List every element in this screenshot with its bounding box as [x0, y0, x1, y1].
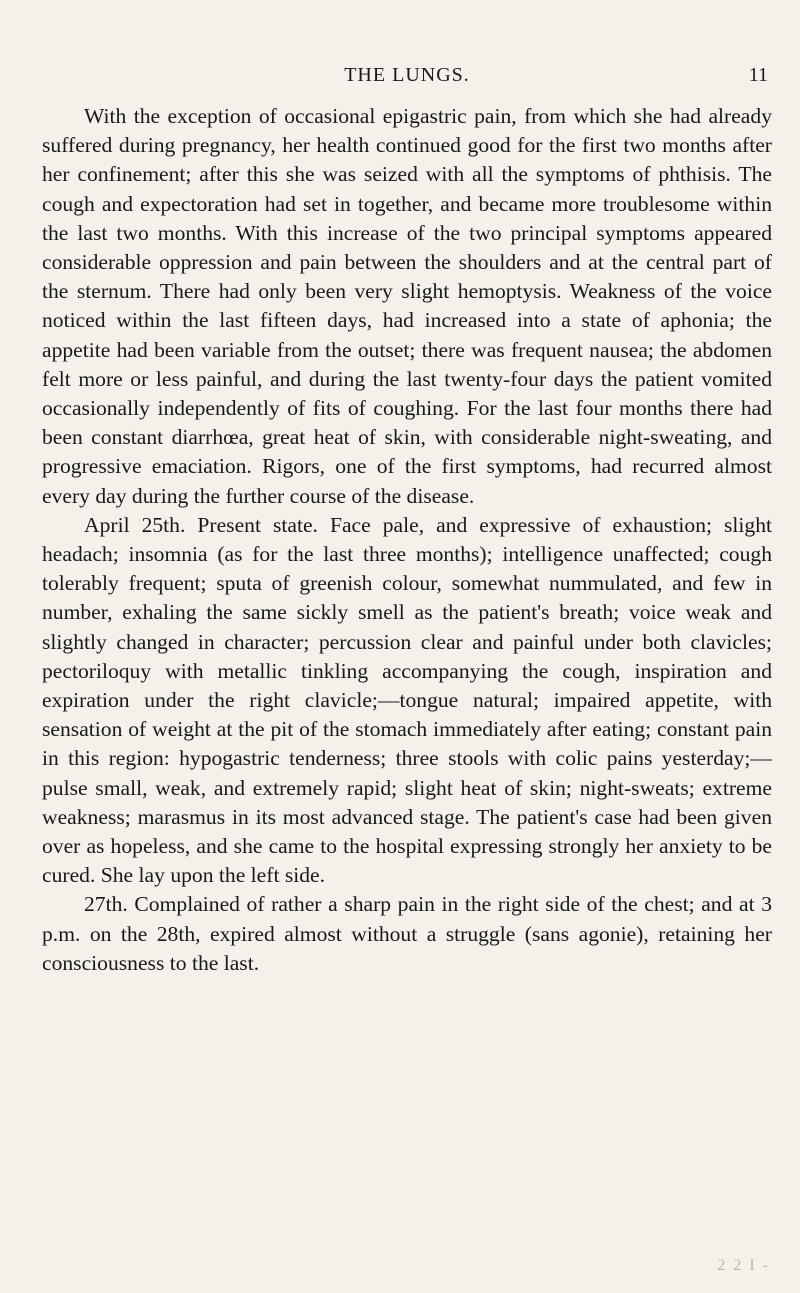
- paragraph-present-state: April 25th. Present state. Face pale, and expressive of exhaustion; slight headach; insomnia (as for the last three months); intelligence unaffected; cough tolerably frequent; sputa of greenish colour, somewhat nummulated, and few in number, exhaling the same sickly smell as the patient's breath; voice weak and slightly changed in character; percussion clear and painful under both clavicles; pectoriloquy with metallic tinkling accompanying the cough, inspiration and expiration under the right clavicle;—tongue natural; impaired appetite, with sensation of weight at the pit of the stomach immediately after eating; constant pain in this region: hypogastric tenderness; three stools with colic pains yesterday;—pulse small, weak, and extremely rapid; slight heat of skin; night-sweats; extreme weakness; marasmus in its most advanced stage. The patient's case had been given over as hopeless, and she came to the hospital expressing strongly her anxiety to be cured. She lay upon the left side.: [42, 512, 772, 888]
- running-title: THE LUNGS.: [344, 64, 470, 86]
- paragraph-outcome: 27th. Complained of rather a sharp pain in the right side of the chest; and at 3 p.m. on the 28th, expired almost without a struggle (sans agonie), retaining her consciousness to the last.: [42, 892, 772, 975]
- faint-marginal-mark: 2 2 I -: [717, 1257, 770, 1274]
- page-number: 11: [748, 64, 768, 86]
- body-text: [42, 102, 772, 978]
- running-head: [42, 64, 772, 92]
- paragraph-history: With the exception of occasional epigastric pain, from which she had already suffered during pregnancy, her health continued good for the first two months after her confinement; after this she was seized with all the symptoms of phthisis. The cough and expectoration had set in together, and became more troublesome within the last two months. With this increase of the two principal symptoms appeared considerable oppression and pain between the shoulders and at the central part of the sternum. There had only been very slight hemoptysis. Weakness of the voice noticed within the last fifteen days, had increased into a state of aphonia; the appetite had been variable from the outset; there was frequent nausea; the abdomen felt more or less painful, and during the last twenty-four days the patient vomited occasionally independently of fits of coughing. For the last four months there had been constant diarrhœa, great heat of skin, with considerable night-sweating, and progressive emaciation. Rigors, one of the first symptoms, had recurred almost every day during the further course of the disease.: [42, 104, 772, 508]
